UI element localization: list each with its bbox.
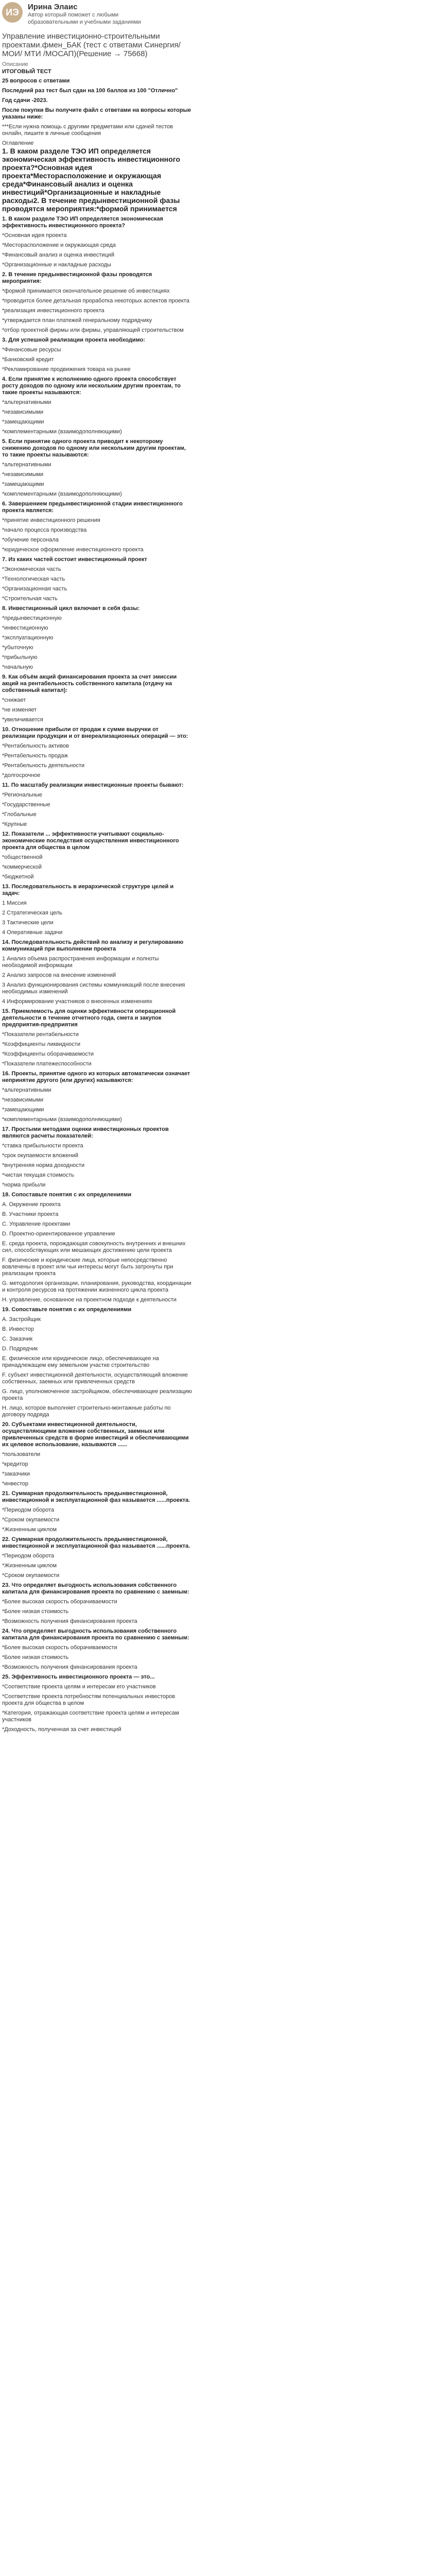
- answer-option: G. лицо, уполномоченное застройщиком, обеспечивающее реализацию проекта: [2, 1388, 192, 1401]
- answer-option: *эксплуатационную: [2, 635, 54, 641]
- answer-option: *альтернативными: [2, 462, 51, 468]
- answer-option: *замещающими: [2, 419, 44, 425]
- answer-option: *независимыми: [2, 409, 44, 415]
- answer-option: *Коэффициенты оборачиваемости: [2, 1051, 94, 1057]
- question: 21. Суммарная продолжительность предынвестиционной, инвестиционной и эксплуатационной фаз называется ......проекта.: [2, 1490, 190, 1503]
- answer-option: *начальную: [2, 664, 33, 670]
- answer-option: *Региональные: [2, 792, 42, 798]
- answer-option: *Крупные: [2, 821, 27, 827]
- question-list: [2, 216, 193, 1733]
- question: 9. Как объём акций финансирования проекта за счет эмиссии акций на рентабельность собственного капитала (отдачу на собственный капитал):: [2, 674, 177, 693]
- answer-option: A. Застройщик: [2, 1316, 41, 1323]
- answer-option: *комплементарными (взаимодополняющими): [2, 429, 122, 435]
- answer-option: *Финансовый анализ и оценка инвестиций: [2, 252, 114, 258]
- question: 12. Показатели ... эффективности учитывают социально-экономические последствия осуществления инвестиционного проекта для общества в целом: [2, 831, 179, 851]
- answer-option: 3 Тактические цели: [2, 920, 54, 926]
- answer-option: *Рентабельность активов: [2, 743, 69, 749]
- answer-option: *инвестор: [2, 1481, 28, 1487]
- page-title: Управление инвестиционно-строительными проектами.фмен_БАК (тест с ответами Синергия/МОИ/ МТИ /МОСАП)(Решение → 75668): [2, 32, 181, 58]
- answer-option: 4 Информирование участников о внесенных изменениях: [2, 998, 152, 1005]
- answer-option: *общественной: [2, 854, 43, 860]
- answer-option: *обучение персонала: [2, 537, 59, 543]
- toc-label: Оглавление: [2, 140, 34, 146]
- answer-option: *Показатели рентабельности: [2, 1031, 79, 1038]
- answer-option: *Показатели платежеспособности: [2, 1061, 92, 1067]
- question: 7. Из каких частей состоит инвестиционный проект: [2, 556, 147, 563]
- question: 3. Для успешной реализации проекта необходимо:: [2, 337, 145, 343]
- answer-option: *ставка прибыльности проекта: [2, 1143, 83, 1149]
- answer-option: E. среда проекта, порождающая совокупность внутренних и внешних сил, способствующих или мешающих достижению цели проекта: [2, 1241, 186, 1253]
- answer-option: G. методология организации, планирования, руководства, координации и контроля ресурсов на протяжении жизненного цикла проекта: [2, 1280, 191, 1293]
- question: 1. В каком разделе ТЭО ИП определяется экономическая эффективность инвестиционного проекта?: [2, 216, 163, 229]
- answer-option: *прибыльную: [2, 654, 38, 660]
- answer-option: *Жизненным циклом: [2, 1527, 57, 1533]
- answer-option: *увеличивается: [2, 717, 43, 723]
- answer-option: D. Проектно-ориентированное управление: [2, 1231, 115, 1237]
- answer-option: *независимыми: [2, 1097, 44, 1103]
- answer-option: *Возможность получения финансирования проекта: [2, 1618, 137, 1624]
- intro-bold: После покупки Вы получите файл с ответами на вопросы которые указаны ниже:: [2, 107, 191, 120]
- question: 18. Сопоставьте понятия с их определениями: [2, 1192, 132, 1198]
- answer-option: *срок окупаемости вложений: [2, 1153, 79, 1159]
- answer-option: *альтернативными: [2, 1087, 51, 1093]
- answer-option: *реализация инвестиционного проекта: [2, 308, 104, 314]
- answer-option: *проводится более детальная проработка некоторых аспектов проекта: [2, 298, 189, 304]
- question: 15. Приемлемость для оценки эффективности операционной деятельности в течение отчетного года, смета и закупок предприятия-предприятия: [2, 1008, 176, 1028]
- answer-option: *Доходность, полученная за счет инвестиций: [2, 1726, 121, 1733]
- question: 23. Что определяет выгодность использования собственного капитала для финансирования проекта по сравнению с заемным:: [2, 1582, 189, 1595]
- lead-block: 1. В каком разделе ТЭО ИП определяется экономическая эффективность инвестиционного проекта?*Основная идея проекта*Месторасположение и окружающая среда*Финансовый анализ и оценка инвестиций*Организационные и накладные расходы2. В течение предынвестиционной фазы проводятся мероприятия:*формой принимается: [2, 147, 180, 213]
- author-name[interactable]: Ирина Элаис: [28, 3, 78, 11]
- answer-option: 1 Анализ объема распространения информации и полноты необходимой информации: [2, 956, 159, 969]
- answer-option: *замещающими: [2, 481, 44, 487]
- question: 14. Последовательность действий по анализу и регулированию коммуникаций при выполнении проекта: [2, 939, 184, 952]
- question: 25. Эффективность инвестиционного проекта — это...: [2, 1674, 155, 1680]
- answer-option: *кредитор: [2, 1461, 28, 1467]
- answer-option: *утверждается план платежей генеральному подрядчику: [2, 317, 152, 324]
- question: 4. Если принятие к исполнению одного проекта способствует росту доходов по одному или нескольким другим проектам, то такие проекты называются:: [2, 376, 181, 396]
- intro-note: ***Если нужна помощь с другими предметами или сдачей тестов онлайн, пишите в личные сообщения: [2, 124, 173, 137]
- question: 5. Если принятие одного проекта приводит к некоторому снижению доходов по одному или нескольким другим проектам, то такие проекты называются:: [2, 438, 186, 458]
- answer-option: *снижает: [2, 697, 26, 703]
- answer-option: *Более низкая стоимость: [2, 1608, 69, 1615]
- answer-option: F. субъект инвестиционной деятельности, осуществляющий вложение собственных, заемных или привлеченных средств: [2, 1372, 188, 1385]
- answer-option: D. Подрядчик: [2, 1346, 38, 1352]
- answer-option: *Банковский кредит: [2, 357, 54, 363]
- answer-option: C. Заказчик: [2, 1336, 33, 1342]
- answer-option: *Основная идея проекта: [2, 232, 67, 239]
- answer-option: *Рентабельность деятельности: [2, 762, 85, 769]
- question: 2. В течение предынвестиционной фазы проводятся мероприятия:: [2, 272, 152, 284]
- answer-option: *альтернативными: [2, 399, 51, 405]
- answer-option: *Сроком окупаемости: [2, 1517, 60, 1523]
- answer-option: *комплементарными (взаимодополняющими): [2, 1116, 122, 1123]
- answer-option: *Технологическая часть: [2, 576, 65, 582]
- question: 6. Завершением предынвестиционной стадии инвестиционного проекта является:: [2, 501, 183, 514]
- answer-option: *Более высокая скорость оборачиваемости: [2, 1599, 117, 1605]
- answer-option: *Коэффициенты ликвидности: [2, 1041, 80, 1047]
- answer-option: *Возможность получения финансирования проекта: [2, 1664, 137, 1670]
- answer-option: B. Инвестор: [2, 1326, 34, 1332]
- answer-option: *отбор проектной фирмы или фирмы, управляющей строительством: [2, 327, 184, 333]
- answer-option: *формой принимается окончательное решение об инвестициях: [2, 288, 170, 294]
- answer-option: *Месторасположение и окружающая среда: [2, 242, 116, 248]
- answer-option: *предынвестиционную: [2, 615, 62, 621]
- author-bio: Автор который поможет с любыми образовательными и учебными заданиями: [28, 12, 141, 25]
- answer-option: *инвестиционную: [2, 625, 48, 631]
- answer-option: *Рентабельность продаж: [2, 753, 68, 759]
- answer-option: *Экономическая часть: [2, 566, 61, 572]
- answer-option: *норма прибыли: [2, 1182, 46, 1188]
- answer-option: C. Управление проектами: [2, 1221, 71, 1227]
- question: 13. Последовательность в иерархической структуре целей и задач:: [2, 884, 174, 896]
- answer-option: H. лицо, которое выполняет строительно-монтажные работы по договору подряда: [2, 1405, 171, 1418]
- question: 20. Субъектами инвестиционной деятельности, осуществляющими вложение собственных, заемных или привлеченных средств в форме инвестиций и обеспечивающими их целевое использование, называются ......: [2, 1421, 189, 1448]
- question: 11. По масштабу реализации инвестиционные проекты бывают:: [2, 782, 184, 788]
- question: 10. Отношение прибыли от продаж к сумме выручки от реализации продукции и от внереализационных операций — это:: [2, 726, 188, 739]
- answer-option: *Периодом оборота: [2, 1553, 55, 1559]
- answer-option: A. Окружение проекта: [2, 1201, 61, 1208]
- answer-option: *коммерческой: [2, 864, 42, 870]
- answer-option: *заказчики: [2, 1471, 30, 1477]
- answer-option: 2 Стратегическая цель: [2, 910, 62, 916]
- answer-option: *внутренняя норма доходности: [2, 1162, 85, 1168]
- answer-option: *долгосрочное: [2, 772, 41, 778]
- question: 8. Инвестиционный цикл включает в себя фазы:: [2, 605, 140, 612]
- answer-option: *Организационные и накладные расходы: [2, 262, 111, 268]
- answer-option: *Организационная часть: [2, 586, 67, 592]
- answer-option: *Более высокая скорость оборачиваемости: [2, 1645, 117, 1651]
- answer-option: *Государственные: [2, 802, 50, 808]
- answer-option: *независимыми: [2, 471, 44, 478]
- answer-option: 2 Анализ запросов на внесение изменений: [2, 972, 116, 978]
- answer-option: *начало процесса производства: [2, 527, 87, 533]
- meta-line: 25 вопросов с ответами: [2, 78, 70, 84]
- answer-option: E. физическое или юридическое лицо, обеспечивающее на принадлежащем ему земельном участке строительство: [2, 1355, 159, 1368]
- question: 19. Сопоставьте понятия с их определениями: [2, 1307, 132, 1313]
- answer-option: *Соответствие проекта потребностям потенциальных инвесторов проекта для общества в целом: [2, 1693, 176, 1706]
- question: 17. Простыми методами оценки инвестиционных проектов являются расчеты показателей:: [2, 1126, 169, 1139]
- test-description: [2, 78, 193, 1733]
- answer-option: *комплементарными (взаимодополняющими): [2, 491, 122, 497]
- answer-option: F. физические и юридические лица, которые непосредственно вовлечены в проект или чьи интересы могут быть затронуты при реализации проекта: [2, 1257, 173, 1277]
- answer-option: *бюджетной: [2, 874, 34, 880]
- question: 24. Что определяет выгодность использования собственного капитала для финансирования проекта по сравнению с заемным:: [2, 1628, 189, 1641]
- answer-option: B. Участники проекта: [2, 1211, 59, 1217]
- answer-option: 4 Оперативные задачи: [2, 929, 63, 936]
- question: 16. Проекты, принятие одного из которых автоматически означает непринятие другого (или других) называются:: [2, 1071, 190, 1083]
- answer-option: *Сроком окупаемости: [2, 1572, 60, 1579]
- answer-option: *замещающими: [2, 1107, 44, 1113]
- description-label: Описание: [2, 61, 28, 67]
- answer-option: *принятие инвестиционного решения: [2, 517, 100, 523]
- question: 22. Суммарная продолжительность предынвестиционной, инвестиционной и эксплуатационной фаз называется ......проекта.: [2, 1536, 190, 1549]
- answer-option: *Соответствие проекта целям и интересам его участников: [2, 1684, 156, 1690]
- answer-option: *не изменяет: [2, 707, 37, 713]
- answer-option: *Жизненным циклом: [2, 1563, 57, 1569]
- test-heading: ИТОГОВЫЙ ТЕСТ: [2, 69, 51, 75]
- meta-line: Год сдачи -2023.: [2, 97, 48, 104]
- answer-option: *Строительная часть: [2, 596, 58, 602]
- answer-option: *пользователи: [2, 1451, 41, 1458]
- answer-option: *Более низкая стоимость: [2, 1654, 69, 1660]
- answer-option: *Периодом оборота: [2, 1507, 55, 1513]
- answer-option: *убыточную: [2, 645, 33, 651]
- answer-option: H. управление, основанное на проектном подходе к деятельности: [2, 1297, 177, 1303]
- answer-option: *Категория, отражающая соответствие проекта целям и интересам участников: [2, 1710, 179, 1723]
- answer-option: *Глобальные: [2, 811, 37, 818]
- answer-option: *чистая текущая стоимость: [2, 1172, 74, 1178]
- author-card: [2, 2, 434, 31]
- meta-line: Последний раз тест был сдан на 100 баллов из 100 "Отлично": [2, 88, 178, 94]
- answer-option: 1 Миссия: [2, 900, 27, 906]
- answer-option: 3 Анализ функционирования системы коммуникаций после внесения необходимых изменений: [2, 982, 185, 995]
- avatar[interactable]: ИЭ: [2, 2, 23, 23]
- answer-option: *Рекламирование продвижения товара на рынке: [2, 366, 131, 372]
- answer-option: *Финансовые ресурсы: [2, 347, 61, 353]
- answer-option: *юридическое оформление инвестиционного проекта: [2, 547, 144, 553]
